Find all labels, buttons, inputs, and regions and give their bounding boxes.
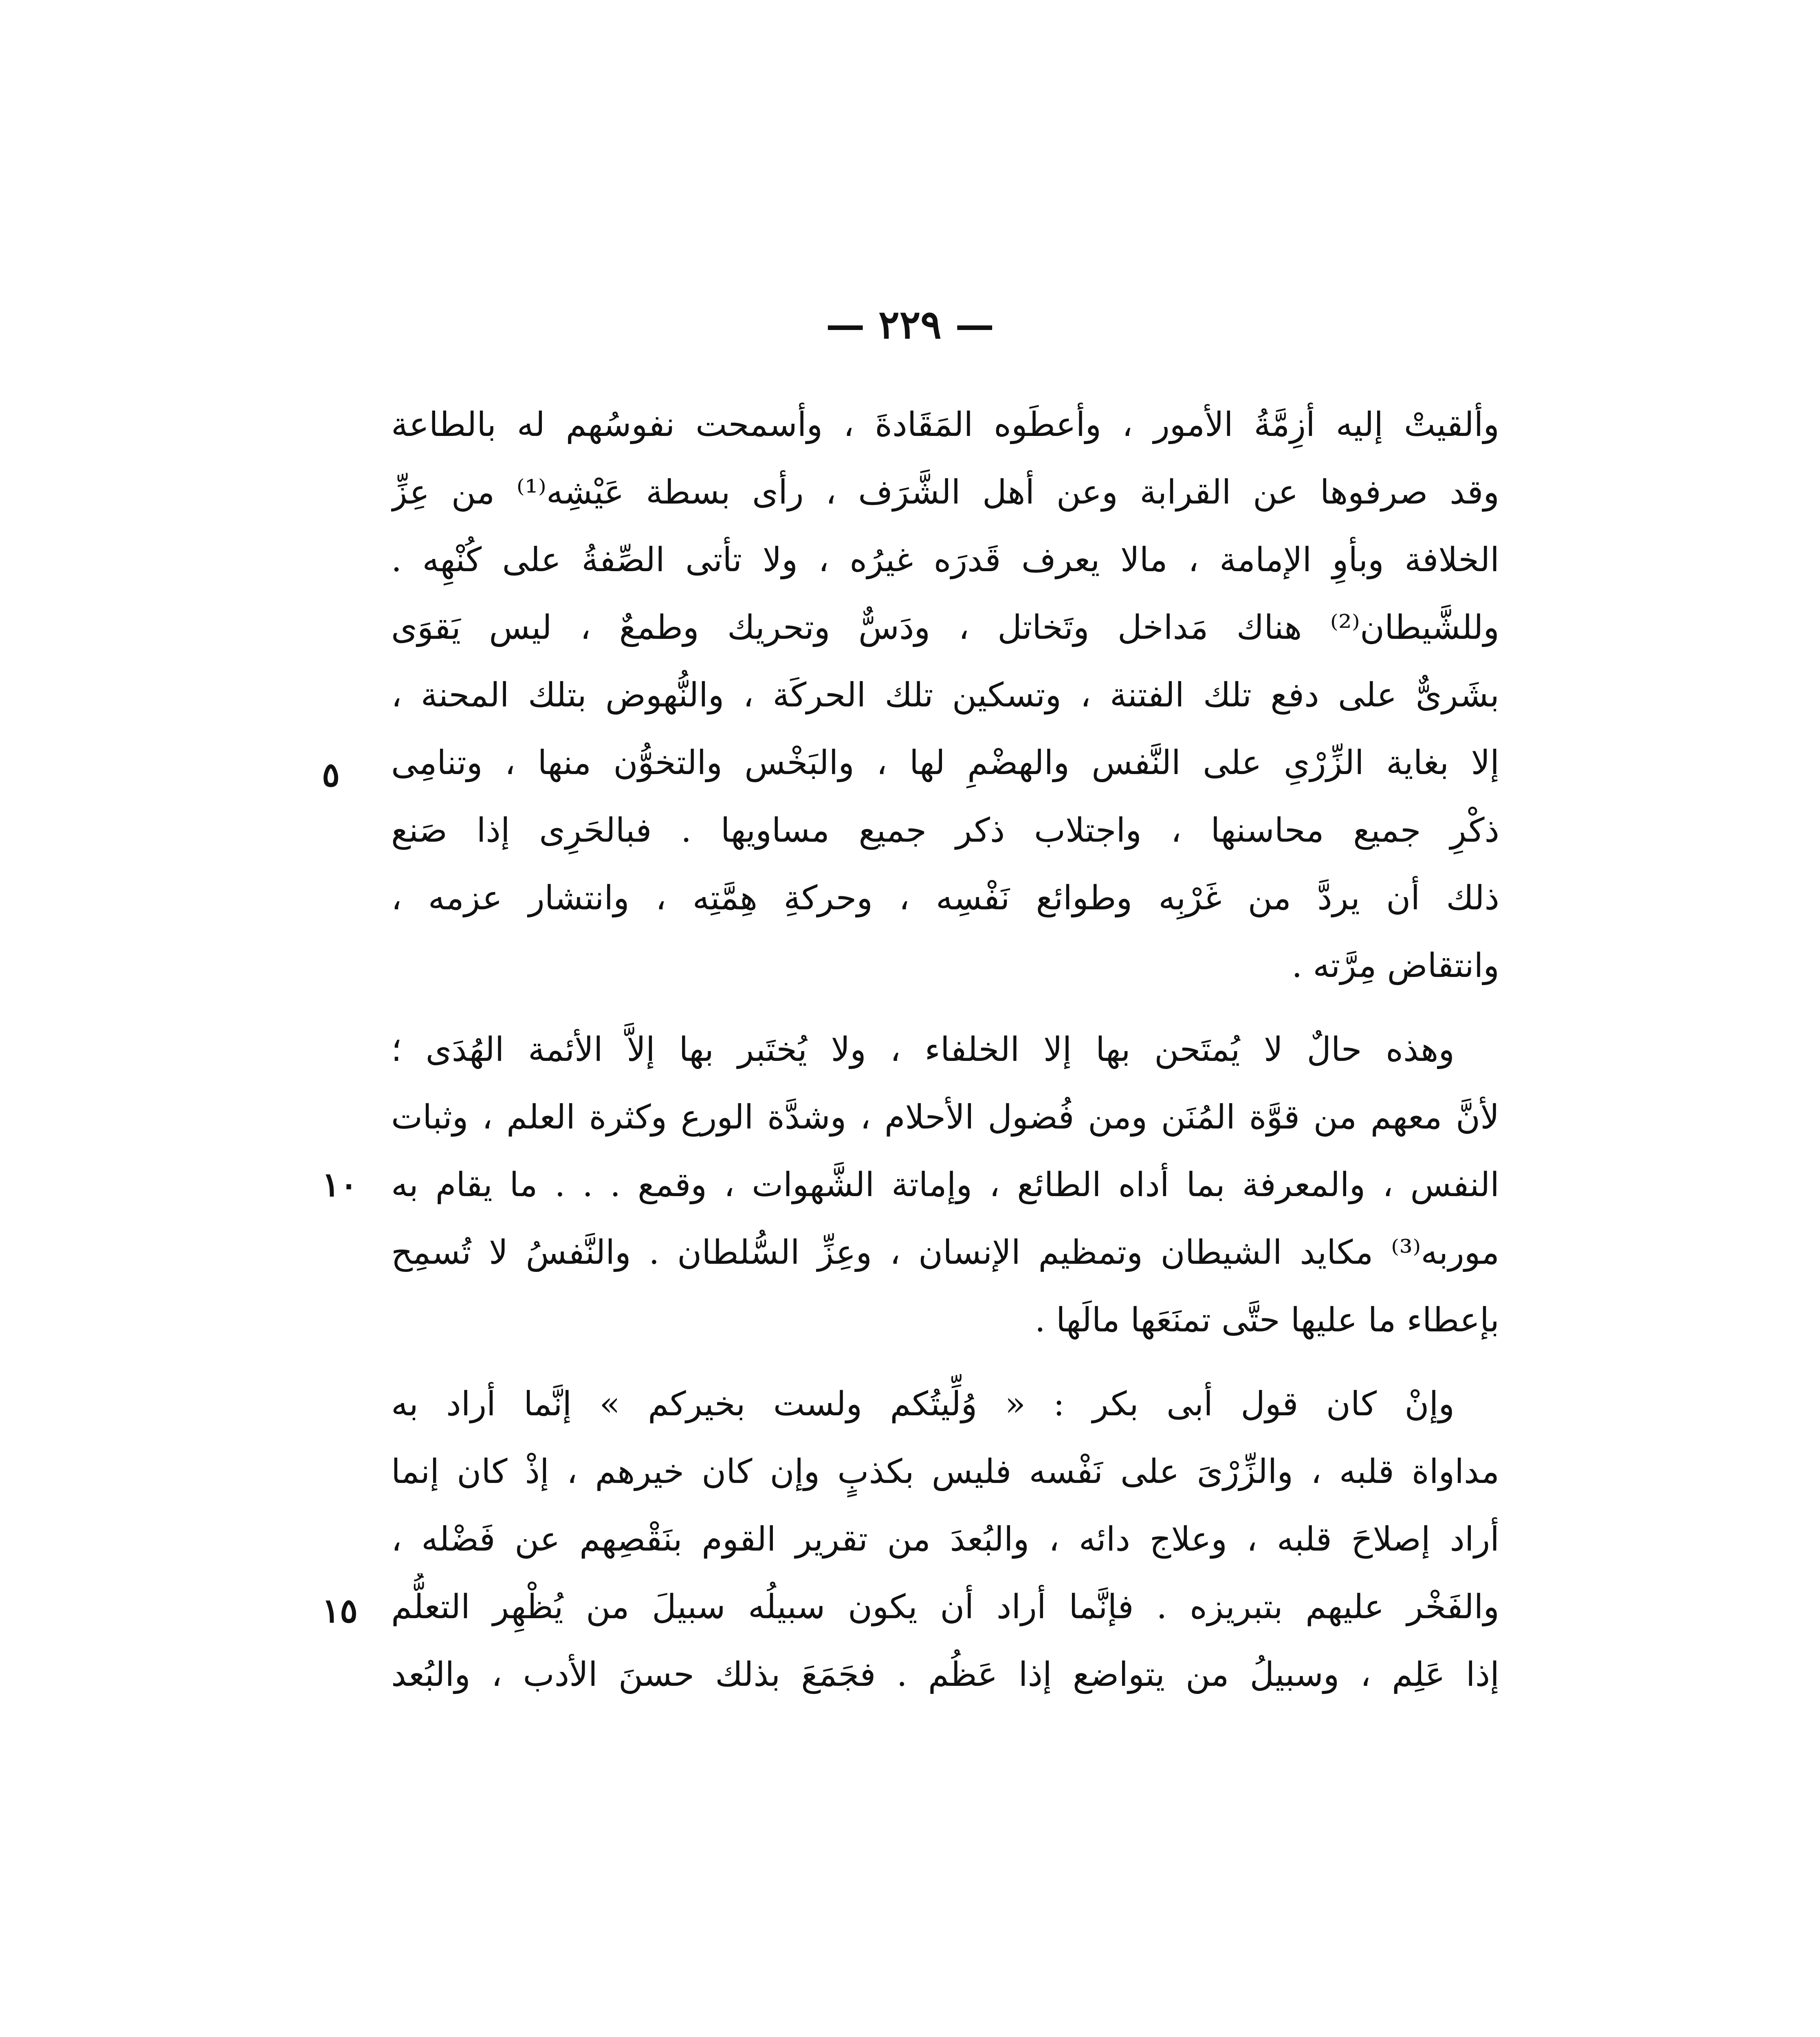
- text-line: النفس ، والمعرفة بما أداه الطائع ، وإماتة الشَّهوات ، وقمع . . . ما يقام به: [391, 1166, 1499, 1204]
- paragraph-gap: [391, 1354, 1499, 1370]
- text-line: بشَرىٌّ على دفع تلك الفتنة ، وتسكين تلك الحركَة ، والنُّهوض بتلك المحنة ،: [391, 676, 1499, 715]
- text-line: وهذه حالٌ لا يُمتَحن بها إلا الخلفاء ، ولا يُختَبر بها إلاَّ الأئمة الهُدَى ؛: [391, 1030, 1455, 1069]
- text-line: وانتقاض مِرَّته .: [1292, 946, 1499, 985]
- text-line: وألقيتْ إليه أزِمَّةُ الأمور ، وأعطَوه المَقَادةَ ، وأسمحت نفوسُهم له بالطاعة: [391, 405, 1499, 444]
- text-line: والفَخْر عليهم بتبريزه . فإنَّما أراد أن يكون سبيلُه سبيلَ من يُظْهِر التعلُّم: [391, 1588, 1499, 1626]
- paragraph-2: [391, 1016, 1499, 1354]
- text-line: إلا بغاية الزِّرْىِ على النَّفس والهضْمِ لها ، والبَخْس والتخوُّن منها ، وتنامِى: [391, 744, 1499, 782]
- margin-line-number: ١٠: [322, 1165, 358, 1204]
- page-number: — ٢٢٩ —: [825, 301, 995, 348]
- paragraph-3: [391, 1370, 1499, 1709]
- main-text: [391, 391, 1499, 1709]
- text-line: وللشَّيطان⁽²⁾ هناك مَداخل وتَخاتل ، ودَسٌّ وتحريك وطمعٌ ، ليس يَقوَى: [391, 608, 1499, 647]
- margin-line-number: ٥: [322, 755, 340, 794]
- paragraph-gap: [391, 1000, 1499, 1016]
- text-line: أراد إصلاحَ قلبه ، وعلاج دائه ، والبُعدَ من تقرير القوم بنَقْصِهم عن فَضْله ،: [391, 1520, 1499, 1559]
- margin-line-number: ١٥: [322, 1591, 358, 1630]
- text-line: ذكْرِ جميع محاسنها ، واجتلاب ذكر جميع مساويها . فبالحَرِى إذا صَنع: [391, 811, 1499, 850]
- text-line: لأنَّ معهم من قوَّة المُنَن ومن فُضول الأحلام ، وشدَّة الورع وكثرة العلم ، وثبات: [391, 1098, 1499, 1137]
- text-line: ذلك أن يردَّ من غَرْبِه وطوائع نَفْسِه ، وحركةِ هِمَّتِه ، وانتشار عزمه ،: [391, 879, 1499, 917]
- text-line: وإنْ كان قول أبى بكر : « وُلِّيتُكم ولست بخيركم » إنَّما أراد به: [391, 1385, 1455, 1423]
- paragraph-1: [391, 391, 1499, 1000]
- text-line: الخلافة وبأوِ الإمامة ، مالا يعرف قَدرَه غيرُه ، ولا تأتى الصِّفةُ على كُنْهِه .: [391, 541, 1499, 579]
- text-line: بإعطاء ما عليها حتَّى تمنَعَها مالَها .: [1034, 1301, 1499, 1340]
- text-line: وقد صرفوها عن القرابة وعن أهل الشَّرَف ، رأى بسطة عَيْشِه⁽¹⁾ من عِزِّ: [391, 473, 1499, 512]
- text-line: مداواة قلبه ، والزِّرْىَ على نَفْسه فليس بكذبٍ وإن كان خيرهم ، إذْ كان إنما: [391, 1452, 1499, 1491]
- text-line: موربه⁽³⁾ مكايد الشيطان وتمظيم الإنسان ، وعِزِّ السُّلطان . والنَّفسُ لا تُسمِح: [391, 1233, 1499, 1272]
- text-line: إذا عَلِم ، وسبيلُ من يتواضع إذا عَظُم . فجَمَعَ بذلك حسنَ الأدب ، والبُعد: [391, 1655, 1499, 1694]
